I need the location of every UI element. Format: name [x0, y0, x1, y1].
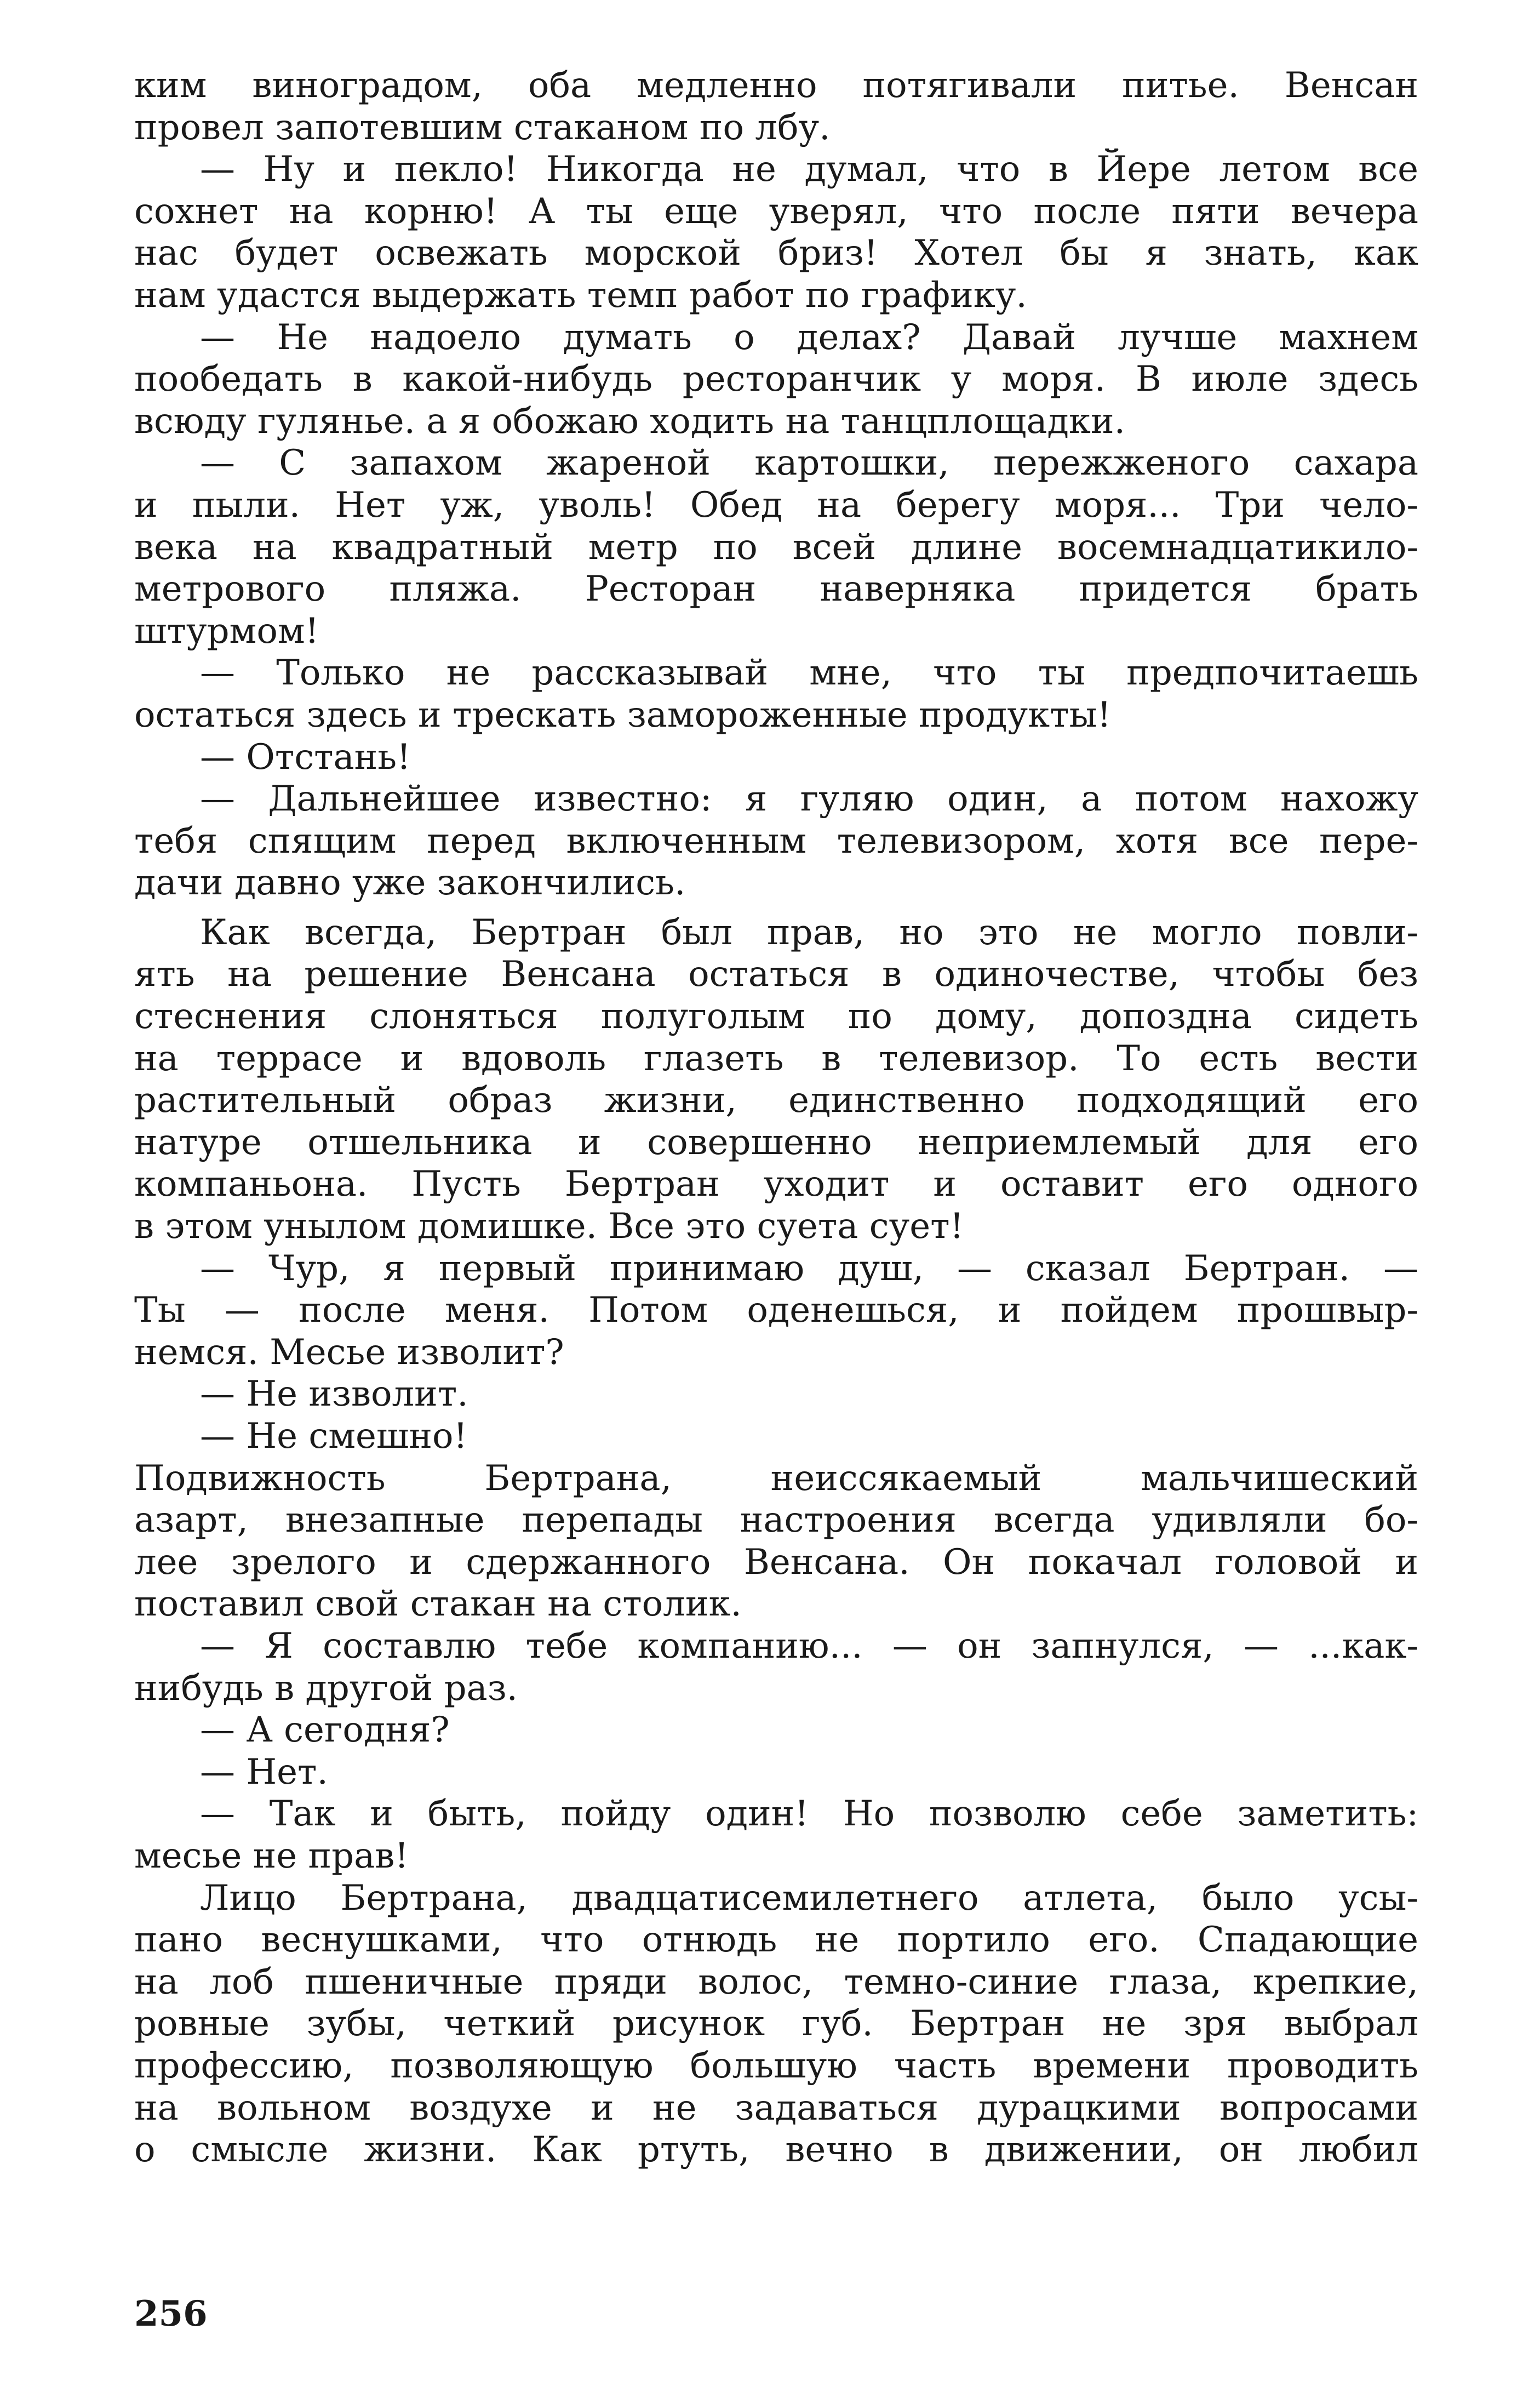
text-line: поставил свой стакан на столик.	[134, 1584, 742, 1625]
text-line: о смысле жизни. Как ртуть, вечно в движении, он любил	[134, 2129, 1418, 2171]
text-line: азарт, внезапные перепады настроения всегда удивляли бо-	[134, 1500, 1418, 1541]
text-line: ять на решение Венсана остаться в одиночестве, чтобы без	[134, 954, 1418, 995]
text-line: — Так и быть, пойду один! Но позволю себе заметить:	[200, 1794, 1418, 1835]
text-line: остаться здесь и трескать замороженные продукты!	[134, 694, 1112, 735]
text-line: — Я составлю тебе компанию... — он запнулся, — ...как-	[200, 1625, 1418, 1666]
text-line: дачи давно уже закончились.	[134, 863, 686, 904]
text-line: — Чур, я первый принимаю душ, — сказал Бертран. —	[200, 1248, 1418, 1289]
text-line: — Ну и пекло! Никогда не думал, что в Йере летом все	[200, 149, 1418, 190]
text-line: нам удастся выдержать темп работ по графику.	[134, 275, 1027, 316]
text-line: — Дальнейшее известно: я гуляю один, а потом нахожу	[200, 779, 1418, 820]
text-line: — Только не рассказывай мне, что ты предпочитаешь	[200, 653, 1418, 694]
text-line: лее зрелого и сдержанного Венсана. Он покачал головой и	[134, 1541, 1418, 1583]
text-line: на вольном воздухе и не задаваться дурацкими вопросами	[134, 2087, 1418, 2128]
text-line: — Не надоело думать о делах? Давай лучше махнем	[200, 317, 1418, 358]
text-line: натуре отшельника и совершенно неприемлемый для его	[134, 1122, 1418, 1163]
text-line: стеснения слоняться полуголым по дому, допоздна сидеть	[134, 996, 1418, 1037]
text-line: штурмом!	[134, 610, 319, 652]
text-line: пано веснушками, что отнюдь не портило его. Спадающие	[134, 1920, 1418, 1961]
text-line: — Нет.	[200, 1751, 328, 1792]
text-line: — Не изволит.	[200, 1374, 468, 1415]
text-line: сохнет на корню! А ты еще уверял, что после пяти вечера	[134, 191, 1418, 232]
text-line: профессию, позволяющую большую часть времени проводить	[134, 2045, 1418, 2086]
text-line: нас будет освежать морской бриз! Хотел бы я знать, как	[134, 233, 1418, 274]
text-line: Подвижность Бертрана, неиссякаемый мальчишеский	[134, 1458, 1418, 1499]
text-line: метрового пляжа. Ресторан наверняка придется брать	[134, 569, 1418, 610]
text-line: на лоб пшеничные пряди волос, темно-синие глаза, крепкие,	[134, 1961, 1418, 2002]
text-line: на террасе и вдоволь глазеть в телевизор. То есть вести	[134, 1038, 1418, 1079]
text-line: нибудь в другой раз.	[134, 1668, 518, 1709]
text-line: растительный образ жизни, единственно подходящий его	[134, 1080, 1418, 1121]
text-line: пообедать в какой-нибудь ресторанчик у моря. В июле здесь	[134, 359, 1418, 400]
text-line: компаньона. Пусть Бертран уходит и оставит его одного	[134, 1164, 1418, 1205]
text-line: Лицо Бертрана, двадцатисемилетнего атлета, было усы-	[200, 1877, 1418, 1919]
text-line: — Не смешно!	[200, 1416, 468, 1457]
text-line: Ты — после меня. Потом оденешься, и пойдем прошвыр-	[134, 1290, 1418, 1331]
body-text	[134, 65, 1418, 2171]
text-line: ровные зубы, четкий рисунок губ. Бертран не зря выбрал	[134, 2003, 1418, 2045]
text-line: немся. Месье изволит?	[134, 1332, 564, 1373]
text-line: и пыли. Нет уж, уволь! Обед на берегу моря... Три чело-	[134, 484, 1418, 526]
text-line: — Отстань!	[200, 736, 411, 778]
text-line: Как всегда, Бертран был прав, но это не могло повли-	[200, 912, 1418, 953]
text-line: всюду гулянье. а я обожаю ходить на танцплощадки.	[134, 401, 1125, 442]
text-line: провел запотевшим стаканом по лбу.	[134, 107, 831, 148]
text-line: тебя спящим перед включенным телевизором, хотя все пере-	[134, 820, 1418, 861]
page-number: 256	[134, 2293, 208, 2334]
text-line: — С запахом жареной картошки, пережженого сахара	[200, 443, 1418, 484]
text-line: месье не прав!	[134, 1835, 409, 1876]
text-line: века на квадратный метр по всей длине восемнадцатикило-	[134, 527, 1418, 568]
text-line: — А сегодня?	[200, 1710, 450, 1751]
text-line: ким виноградом, оба медленно потягивали питье. Венсан	[134, 65, 1418, 106]
text-line: в этом унылом домишке. Все это суета сует!	[134, 1206, 964, 1247]
